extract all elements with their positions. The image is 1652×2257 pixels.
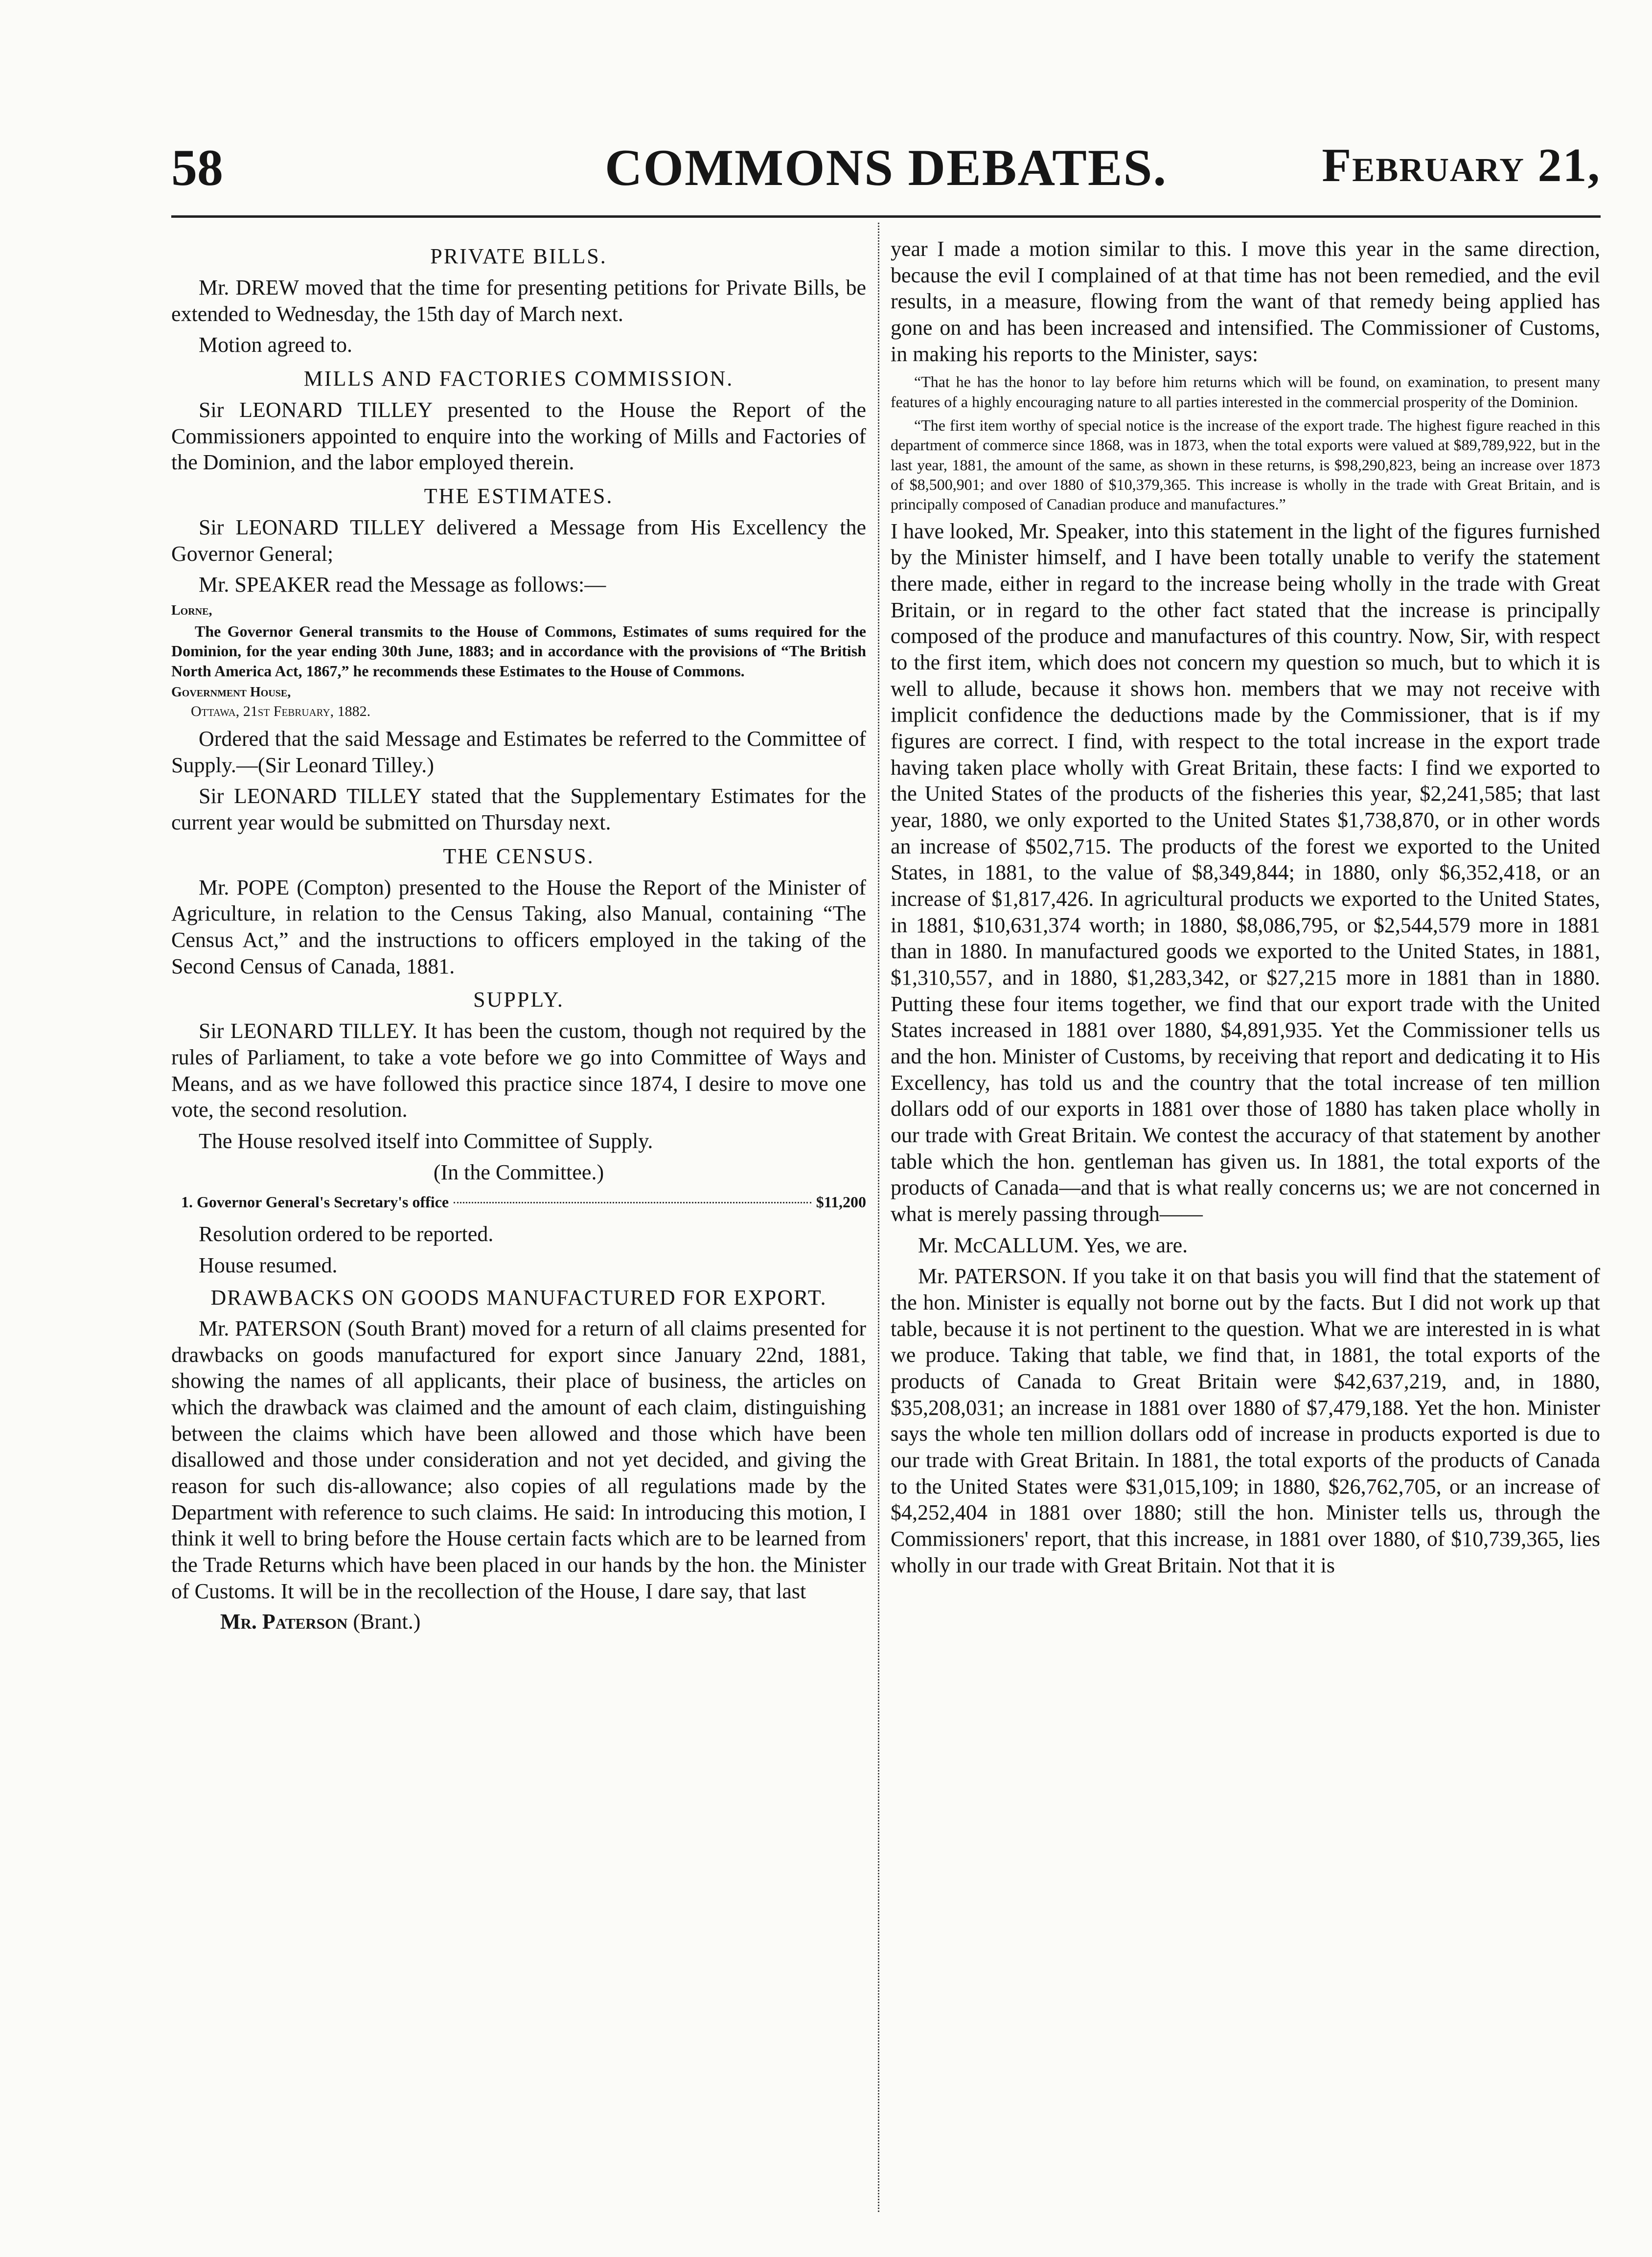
heading-private-bills: PRIVATE BILLS. bbox=[430, 244, 607, 268]
quote-commissioner-2: “The first item worthy of special notice is the increase of the export trade. The highest figure reached in this department of commerce since 1868, was in 1873, when the total exports were valued at $89,789,922, but in the last year, 1881, the amount of the same, as shown in these returns, is $98,290,823, being an increase over 1873 of $8,500,901; and over 1880 of $10,379,365. This increase is wholly in the trade with Great Britain, and is principally composed of Canadian produce and manufactures.” bbox=[891, 416, 1600, 513]
paragraph-supply-tilley: Sir LEONARD TILLEY. It has been the custom, though not required by the rules of Parliament, to take a vote before we go into Committee of Ways and Means, and as we have followed this practice since 1874, I desire to move one vote, the second resolution. bbox=[171, 1019, 866, 1122]
leader-dots bbox=[454, 1202, 811, 1203]
message-place: Government House, bbox=[171, 684, 291, 700]
paragraph-estimates-referred: Ordered that the said Message and Estimates be referred to the Committee of Supply.—(Sir Leonard Tilley.) bbox=[171, 726, 866, 777]
paragraph-census: Mr. POPE (Compton) presented to the House the Report of the Minister of Agriculture, in relation to the Census Taking, also Manual, containing “The Census Act,” and the instructions to officers employed in the taking of the Second Census of Canada, 1881. bbox=[171, 875, 866, 978]
left-column bbox=[171, 236, 866, 2213]
page-number: 58 bbox=[171, 139, 223, 196]
right-column bbox=[891, 236, 1600, 2213]
paragraph-paterson-analysis: I have looked, Mr. Speaker, into this statement in the light of the figures furnished by the Minister himself, and I have been totally unable to verify the statement there made, either in regard to the increase being wholly in the trade with Great Britain, or in regard to the other fact stated that the increase is principally composed of the produce and manufactures of this country. Now, Sir, with respect to the first item, which does not concern my question so much, but to which it is well to allude, because it shows hon. members that we may not receive with implicit confidence the deductions made by the Commissioner, that is if my figures are correct. I find, with respect to the total increase in the export trade having taken place wholly with Great Britain, these facts: I find we exported to the United States of the products of the fisheries this year, $2,241,585; that last year, 1880, we only exported to the United States $1,738,870, or in other words an increase of $502,715. The products of the forest we exported to the United States, in 1881, to the value of $8,349,844; in 1880, only $6,352,418, or an increase of $1,817,426. In agricultural products we exported to the United States, in 1881, $10,631,374 worth; in 1880, $8,086,795, or $2,544,579 more in 1881 than in 1880. In manufactured goods we exported to the United States, in 1881, $1,310,557, and in 1880, $1,283,342, or $27,215 more in 1881 than in 1880. Putting these four items together, we find that our export trade with the United States increased in 1881 over 1880, $4,891,935. Yet the Commissioner tells us and the hon. Minister of Customs, by receiving that report and dedicating it to His Excellency, has told us and the country that the total increase of ten million dollars odd of our exports in 1881 over those of 1880 has taken place wholly in our trade with Great Britain. We contest the accuracy of that statement by another table which the hon. gentleman has given us. In 1881, the total exports of the products of Canada—and that is what really concerns us; we are not concerned in what is merely passing through—— bbox=[891, 519, 1600, 1226]
paragraph-motion-agreed: Motion agreed to. bbox=[199, 333, 353, 357]
paragraph-paterson-reply: Mr. PATERSON. If you take it on that basis you will find that the statement of the hon. Minister is equally not borne out by the facts. But I did not work up that table, because it is not pertinent to the question. What we are interested in is what we produce. Taking that table, we find that, in 1881, the total exports of the products of Canada to Great Britain were $42,637,219, and, in 1880, $35,208,031; an increase in 1881 over 1880 of $7,479,188. Yet the hon. Minister says the whole ten million dollars odd of increase in products exported is due to our trade with Great Britain. In 1881, the total exports of the products of Canada to the United States were $31,015,109; in 1880, $26,762,705, or an increase of $4,252,404 in 1881 over 1880; still the hon. Minister tells us, through the Commissioners' report, that this increase, in 1881 over 1880, of $10,739,365, lies wholly in our trade with Great Britain. Not that it is bbox=[891, 1264, 1600, 1577]
paragraph-mccallum: Mr. McCALLUM. Yes, we are. bbox=[918, 1233, 1188, 1257]
estimate-item-label: 1. Governor General's Secretary's office bbox=[181, 1193, 449, 1211]
heading-mills-factories: MILLS AND FACTORIES COMMISSION. bbox=[303, 367, 734, 391]
header-rule bbox=[171, 215, 1601, 218]
publication-title: COMMONS DEBATES. bbox=[604, 139, 1168, 196]
footer-speaker-name: Mr. Paterson bbox=[220, 1610, 348, 1634]
paragraph-mills-factories: Sir LEONARD TILLEY presented to the House the Report of the Commissioners appointed to enquire into the working of Mills and Factories of the Dominion, and the labor employed therein. bbox=[171, 398, 866, 475]
estimate-item-value: $11,200 bbox=[816, 1193, 866, 1211]
paragraph-private-bills: Mr. DREW moved that the time for presenting petitions for Private Bills, be extended to Wednesday, the 15th day of March next. bbox=[171, 276, 866, 326]
speaker-footer bbox=[220, 1609, 866, 1634]
column-divider bbox=[878, 223, 879, 2212]
paragraph-drawbacks-motion: Mr. PATERSON (South Brant) moved for a return of all claims presented for drawbacks on goods manufactured for export since January 22nd, 1881, showing the names of all applicants, their place of business, the articles on which the drawback was claimed and the amount of each claim, distinguishing between the claims which have been allowed and those which have been disallowed and those under consideration and not yet decided, and giving the reason for such dis-allowance; also copies of all regulations made by the Department with reference to such claims. He said: In introducing this motion, I think it well to bring before the House certain facts which are to be learned from the Trade Returns which have been placed in our hands by the hon. the Minister of Customs. It will be in the recollection of the House, I dare say, that last bbox=[171, 1316, 866, 1603]
paragraph-resolution-reported: Resolution ordered to be reported. bbox=[199, 1222, 494, 1246]
page-header bbox=[171, 138, 1601, 211]
heading-supply: SUPPLY. bbox=[473, 988, 564, 1012]
footer-speaker-place: (Brant.) bbox=[353, 1610, 421, 1634]
paragraph-estimates-message: Sir LEONARD TILLEY delivered a Message from His Excellency the Governor General; bbox=[171, 515, 866, 566]
estimate-item-row bbox=[181, 1193, 866, 1211]
message-signature: Lorne, bbox=[171, 603, 212, 619]
paragraph-in-committee: (In the Committee.) bbox=[433, 1160, 604, 1184]
paragraph-paterson-continued: year I made a motion similar to this. I move this year in the same direction, because the evil I complained of at that time has not been remedied, and the evil results, in a measure, flowing from the want of that remedy being applied has gone on and has been increased and intensified. The Commissioner of Customs, in making his reports to the Minister, says: bbox=[891, 237, 1600, 366]
paragraph-supplementary-estimates: Sir LEONARD TILLEY stated that the Supplementary Estimates for the current year would be submitted on Thursday next. bbox=[171, 784, 866, 834]
heading-estimates: THE ESTIMATES. bbox=[424, 484, 614, 508]
message-date: Ottawa, 21st February, 1882. bbox=[191, 703, 371, 719]
paragraph-committee-of-supply: The House resolved itself into Committee of Supply. bbox=[199, 1129, 653, 1153]
governor-message-text: The Governor General transmits to the House of Commons, Estimates of sums required for the Dominion, for the year ending 30th June, 1883; and in accordance with the provisions of “The British North America Act, 1867,” he recommends these Estimates to the House of Commons. bbox=[171, 622, 866, 680]
quote-commissioner-1: “That he has the honor to lay before him returns which will be found, on examination, to present many features of a highly encouraging nature to all parties interested in the commercial prosperity of the Dominion. bbox=[891, 373, 1600, 411]
paragraph-speaker-read: Mr. SPEAKER read the Message as follows:— bbox=[199, 573, 606, 597]
header-date: February 21, bbox=[1322, 139, 1601, 192]
paragraph-house-resumed: House resumed. bbox=[199, 1253, 338, 1278]
heading-census: THE CENSUS. bbox=[443, 844, 595, 868]
heading-drawbacks: DRAWBACKS ON GOODS MANUFACTURED FOR EXPORT. bbox=[210, 1285, 827, 1310]
